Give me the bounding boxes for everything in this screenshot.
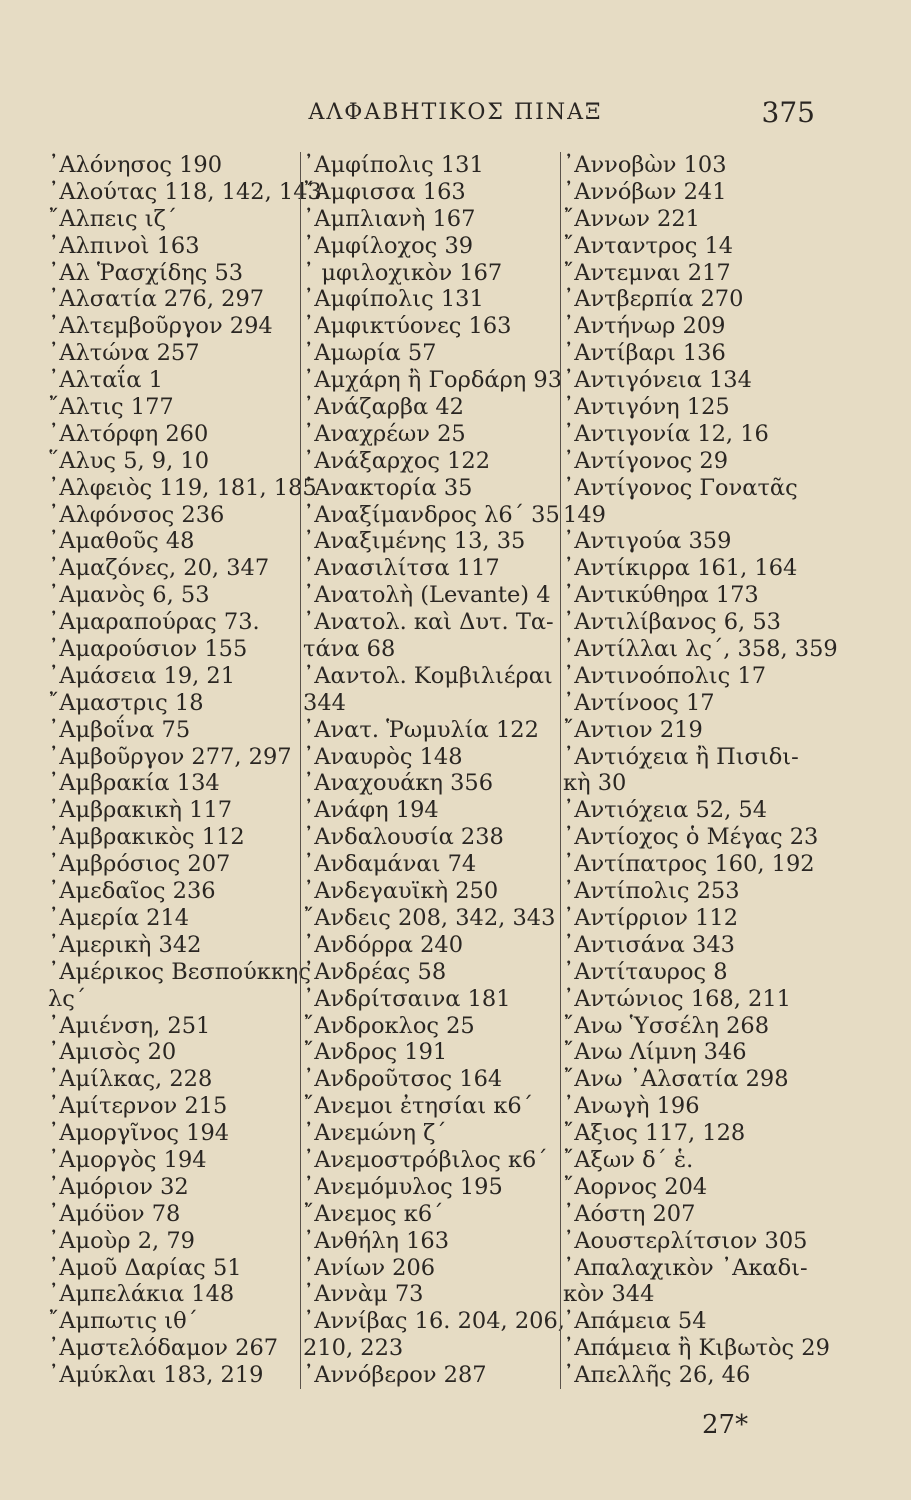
index-entry: ᾿Αντήνωρ 209 [563, 313, 726, 340]
index-entry: ᾿Ανίων 206 [303, 1254, 436, 1281]
index-entry: ᾿Απάμεια ἢ Κιβωτὸς 29 [563, 1335, 830, 1362]
index-entry: ᾿Αντίλλαι λς΄, 358, 359 [563, 636, 838, 663]
index-entry: ᾿Αμάσεια 19, 21 [48, 662, 236, 689]
index-entry: ᾿Αμισὸς 20 [48, 1039, 177, 1066]
index-entry: ῎Αμφισσα 163 [303, 178, 466, 205]
index-entry: ᾿Αμπλιανὴ 167 [303, 205, 476, 232]
index-entry: ῎Αορνος 204 [563, 1173, 708, 1200]
index-entry: ῎Ανεμος κ6΄ [303, 1200, 444, 1227]
index-entry: ᾿Ανάζαρβα 42 [303, 394, 464, 421]
index-entry: ᾿Ανδρέας 58 [303, 958, 447, 985]
index-entry: ᾿Αννόβων 241 [563, 178, 727, 205]
index-entry: ᾿Αντινοόπολις 17 [563, 662, 767, 689]
index-entry: ᾿Αμπελάκια 148 [48, 1281, 235, 1308]
index-entry: ῎Ανδρος 191 [303, 1039, 448, 1066]
index-entry: ᾿Αντιόχεια 52, 54 [563, 797, 768, 824]
index-entry: ᾿Αμβρακία 134 [48, 770, 220, 797]
index-entry: ᾿Ανδαλουσία 238 [303, 824, 504, 851]
index-entry: ᾿Αντιλίβανος 6, 53 [563, 609, 781, 636]
index-entry: ᾿Αντίταυρος 8 [563, 958, 728, 985]
index-entry: ᾿Αντίπολις 253 [563, 878, 740, 905]
index-entry: ᾿Αμβρακικὸς 112 [48, 824, 245, 851]
index-entry: ᾿Αμφικτύονες 163 [303, 313, 512, 340]
index-entry: ᾿Αμοργῖνος 194 [48, 1120, 230, 1147]
index-entry: ᾿Ανάφη 194 [303, 797, 439, 824]
index-entry: 149 [563, 501, 606, 528]
index-entry: κὴ 30 [563, 770, 627, 797]
index-entry: ᾿Αννόβερον 287 [303, 1362, 487, 1389]
index-entry: λς΄ [48, 985, 87, 1012]
index-entry: ᾿Αλούτας 118, 142, 143 [48, 178, 322, 205]
index-column-1 [48, 152, 322, 1389]
index-entry: ᾿Αλσατία 276, 297 [48, 286, 265, 313]
index-entry: ῎Αξιος 117, 128 [563, 1120, 746, 1147]
index-entry: ῎Αμπωτις ιθ΄ [48, 1308, 198, 1335]
index-entry: ᾿Αμβοΐνα 75 [48, 716, 191, 743]
index-entry: ᾿Αντιγόνεια 134 [563, 367, 752, 394]
index-entry: ᾿Απάμεια 54 [563, 1308, 707, 1335]
index-entry: ᾿Αμφίλοχος 39 [303, 232, 474, 259]
index-entry: ᾿Αμερικὴ 342 [48, 931, 202, 958]
index-column-2 [300, 152, 573, 1389]
index-entry: ᾿Αμφίπολις 131 [303, 286, 484, 313]
index-entry: ᾿Αλπινοὶ 163 [48, 232, 200, 259]
index-entry: ᾿Ανασιλίτσα 117 [303, 555, 500, 582]
index-entry: ᾿Αλτόρφη 260 [48, 420, 209, 447]
index-entry: ᾿Αμστελόδαμον 267 [48, 1335, 279, 1362]
index-entry: ᾿Αμύκλαι 183, 219 [48, 1362, 264, 1389]
index-entry: ᾿Ανδόρρα 240 [303, 931, 464, 958]
index-entry: ᾿Αμβρακικὴ 117 [48, 797, 233, 824]
index-entry: ᾿Αλφόνσος 236 [48, 501, 225, 528]
index-entry: ᾿Ανδρίτσαινα 181 [303, 985, 511, 1012]
index-entry: ᾿Ανατολὴ (Levante) 4 [303, 582, 551, 609]
index-entry: ᾿Ανατ. Ῥωμυλία 122 [303, 716, 539, 743]
index-entry: ᾿Αμανὸς 6, 53 [48, 582, 210, 609]
index-entry: ῎Αλτις 177 [48, 394, 174, 421]
index-entry: ᾿Αντίρριον 112 [563, 904, 739, 931]
index-entry: ᾿Αόστη 207 [563, 1200, 696, 1227]
index-entry: ῎Αξων δ΄ ἑ. [563, 1146, 694, 1173]
index-entry: ᾿Αμοὺρ 2, 79 [48, 1227, 195, 1254]
index-entry: ᾿Ααντολ. Κομβιλιέραι [303, 662, 553, 689]
index-entry: ᾿Αμωρία 57 [303, 340, 437, 367]
index-entry: ᾿Αννοβὼν 103 [563, 152, 727, 178]
index-entry: ᾿Αμαρούσιον 155 [48, 636, 248, 663]
signature-mark: 27* [702, 1410, 749, 1440]
index-entry: ᾿Αμίλκας, 228 [48, 1066, 213, 1093]
index-entry: ᾿Αντβερπία 270 [563, 286, 744, 313]
index-entry: ᾿Αμοργὸς 194 [48, 1146, 207, 1173]
index-entry: ᾿Αμιένση, 251 [48, 1012, 211, 1039]
index-entry: ᾿Αμερία 214 [48, 904, 190, 931]
index-entry: ῎Ανω ᾿Αλσατία 298 [563, 1066, 789, 1093]
index-entry: ᾿Αντίνοος 17 [563, 689, 715, 716]
index-entry: ᾿Αμφίπολις 131 [303, 152, 484, 178]
index-entry: ᾿Ανδαμάναι 74 [303, 851, 477, 878]
index-entry: ῎Ανταντρος 14 [563, 232, 734, 259]
index-entry: ᾿Αμέρικος Βεσπούκκης [48, 958, 311, 985]
index-entry: ᾿Αντίπατρος 160, 192 [563, 851, 815, 878]
index-entry: ᾿Ανατολ. καὶ Δυτ. Τα- [303, 609, 554, 636]
index-column-3 [560, 152, 838, 1389]
index-entry: ᾿Αλτεμβοῦργον 294 [48, 313, 273, 340]
index-entry: ᾿Ανάξαρχος 122 [303, 447, 491, 474]
index-entry: ῎Αννων 221 [563, 205, 700, 232]
index-entry: κὸν 344 [563, 1281, 655, 1308]
index-entry: ῎Αντεμναι 217 [563, 259, 731, 286]
index-entry: ᾿Αντιόχεια ἢ Πισιδι- [563, 743, 799, 770]
index-entry: ᾿Αμαραπούρας 73. [48, 609, 260, 636]
index-entry: ᾿Αντιγόνη 125 [563, 394, 730, 421]
page-title: ΑΛΦΑΒΗΤΙΚΟΣ ΠΙΝΑΞ [308, 100, 603, 125]
index-entry: 344 [303, 689, 346, 716]
index-entry: ῎Ανδροκλος 25 [303, 1012, 475, 1039]
index-entry: ᾿Αναυρὸς 148 [303, 743, 463, 770]
index-entry: ᾿Ανεμώνη ζ΄ [303, 1120, 447, 1147]
index-entry: ᾿Αμοῦ Δαρίας 51 [48, 1254, 242, 1281]
index-entry: ᾿Αντισάνα 343 [563, 931, 735, 958]
index-entry: ᾿Αννὰμ 73 [303, 1281, 424, 1308]
index-entry: ῎Ανεμοι ἐτησίαι κ6΄ [303, 1093, 533, 1120]
index-entry: ᾿Αντίβαρι 136 [563, 340, 726, 367]
index-entry: ῎Ανω Ὑσσέλη 268 [563, 1012, 770, 1039]
index-entry: ᾿Ανακτορία 35 [303, 474, 473, 501]
index-entry: ᾿Αναξίμανδρος λ6΄ 35 [303, 501, 560, 528]
index-entry: ᾿Αντιγούα 359 [563, 528, 732, 555]
index-entry: ᾿Αννίβας 16. 204, 206, [303, 1308, 565, 1335]
index-entry: 210, 223 [303, 1335, 404, 1362]
index-entry: ᾿Ανεμοστρόβιλος κ6΄ [303, 1146, 548, 1173]
index-entry: ᾿Αλφειὸς 119, 181, 185 [48, 474, 317, 501]
index-entry: ᾿Αλόνησος 190 [48, 152, 223, 178]
index-entry: ᾿Αντώνιος 168, 211 [563, 985, 791, 1012]
index-entry: ῎Ανδεις 208, 342, 343 [303, 904, 556, 931]
index-entry: ῎Αλπεις ιζ΄ [48, 205, 178, 232]
index-entry: τάνα 68 [303, 636, 396, 663]
index-entry: ῎Αντιον 219 [563, 716, 703, 743]
index-entry: ᾿Αμβρόσιος 207 [48, 851, 231, 878]
index-entry: ῞Αλυς 5, 9, 10 [48, 447, 210, 474]
index-entry: ᾿Αναχουάκη 356 [303, 770, 494, 797]
index-entry: ᾿Αμαζόνες, 20, 347 [48, 555, 270, 582]
index-entry: ᾿Αλτώνα 257 [48, 340, 200, 367]
index-entry: ᾿Αναχρέων 25 [303, 420, 466, 447]
index-entry: ᾿Αντίγονος Γονατᾶς [563, 474, 798, 501]
index-entry: ᾿Αμόριον 32 [48, 1173, 189, 1200]
index-entry: ᾿ μφιλοχικὸν 167 [303, 259, 503, 286]
page-number: 375 [761, 96, 815, 129]
index-entry: ῎Αμαστρις 18 [48, 689, 204, 716]
index-entry: ᾿Αντικύθηρα 173 [563, 582, 759, 609]
index-entry: ᾿Απαλαχικὸν ᾿Ακαδι- [563, 1254, 808, 1281]
index-entry: ᾿Αλταΐα 1 [48, 367, 163, 394]
index-entry: ᾿Ανδεγαυϊκὴ 250 [303, 878, 499, 905]
index-entry: ᾿Αμχάρη ἢ Γορδάρη 93 [303, 367, 563, 394]
index-entry: ᾿Ανωγὴ 196 [563, 1093, 700, 1120]
index-entry: ᾿Αμβοῦργον 277, 297 [48, 743, 292, 770]
index-entry: ᾿Αμίτερνον 215 [48, 1093, 228, 1120]
index-entry: ῎Ανω Λίμνη 346 [563, 1039, 747, 1066]
index-entry: ᾿Αντίκιρρα 161, 164 [563, 555, 798, 582]
index-entry: ᾿Ανθήλη 163 [303, 1227, 450, 1254]
index-entry: ᾿Αμόϋον 78 [48, 1200, 181, 1227]
index-entry: ᾿Αμαθοῦς 48 [48, 528, 195, 555]
index-entry: ᾿Αντίοχος ὁ Μέγας 23 [563, 824, 819, 851]
index-entry: ᾿Αουστερλίτσιον 305 [563, 1227, 808, 1254]
index-entry: ᾿Αμεδαῖος 236 [48, 878, 216, 905]
index-entry: ᾿Απελλῆς 26, 46 [563, 1362, 751, 1389]
index-entry: ᾿Αναξιμένης 13, 35 [303, 528, 526, 555]
index-entry: ᾿Αντιγονία 12, 16 [563, 420, 769, 447]
index-entry: ᾿Ανεμόμυλος 195 [303, 1173, 503, 1200]
index-entry: ᾿Αλ Ῥασχίδης 53 [48, 259, 244, 286]
index-entry: ᾿Ανδροῦτσος 164 [303, 1066, 503, 1093]
index-entry: ᾿Αντίγονος 29 [563, 447, 729, 474]
